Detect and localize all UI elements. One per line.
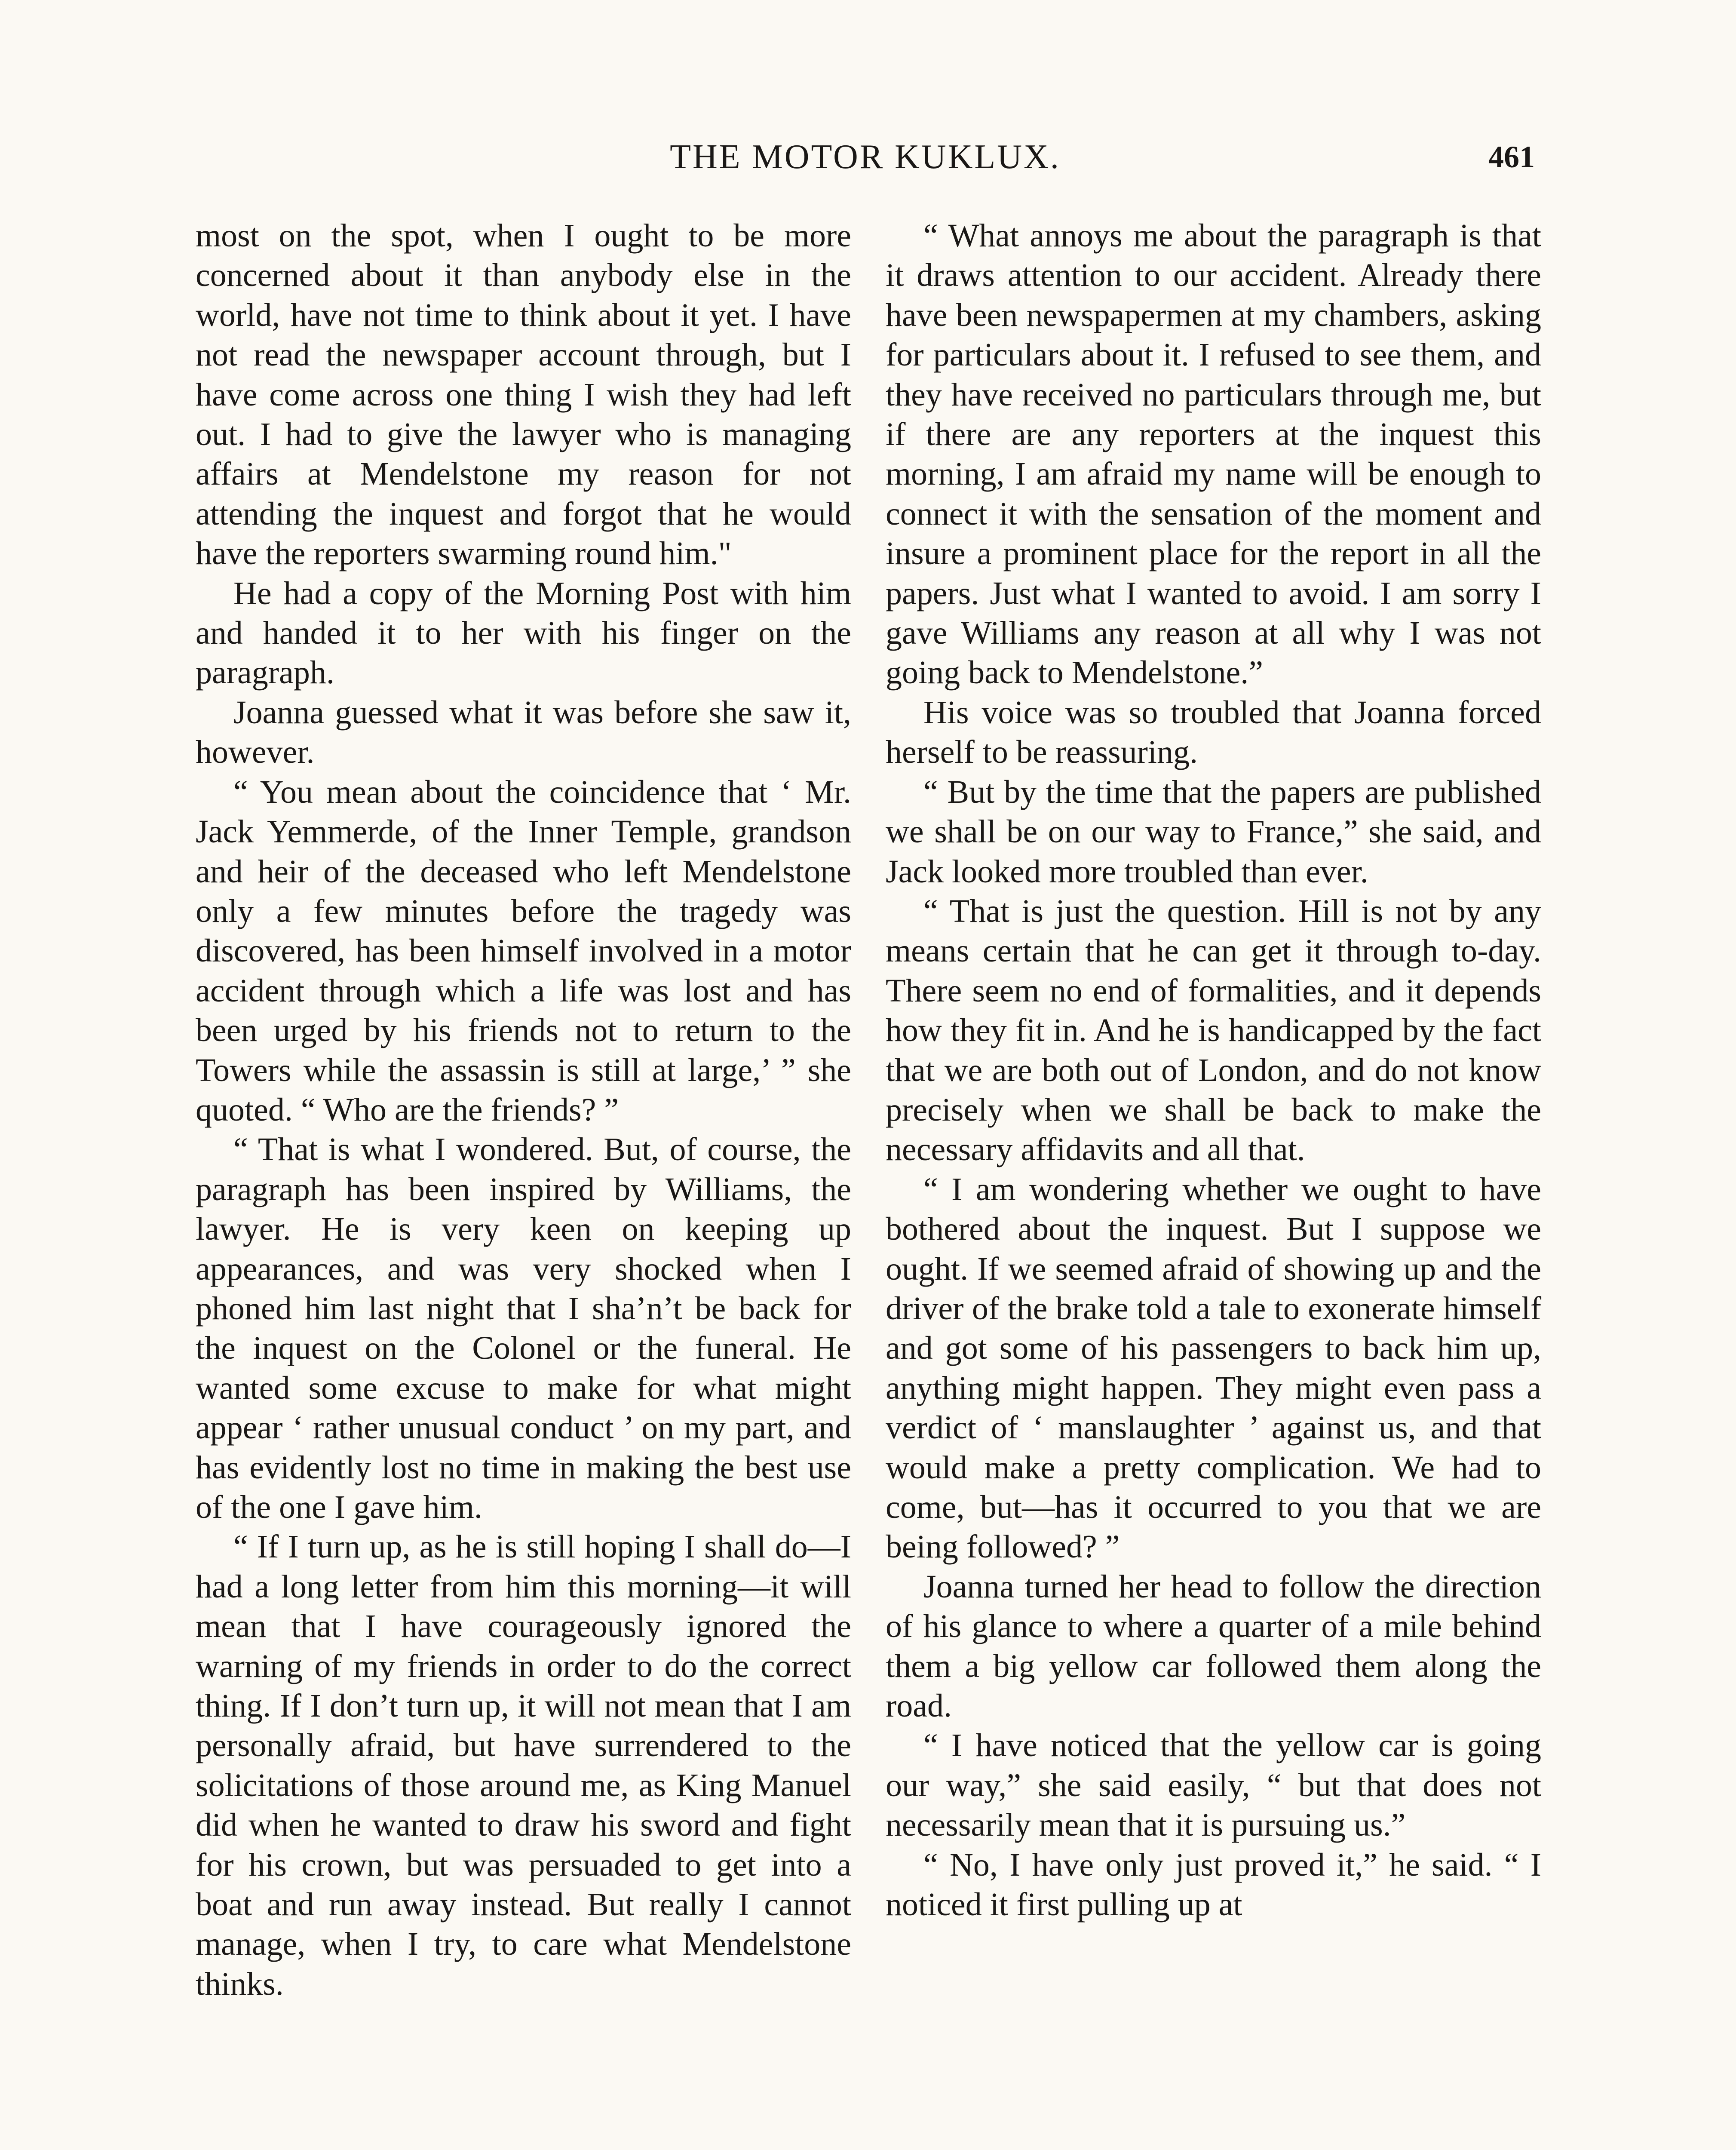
running-title: THE MOTOR KUKLUX. bbox=[670, 138, 1061, 176]
page-number: 461 bbox=[1488, 140, 1535, 174]
paragraph: “ You mean about the coincidence that ‘ Mr. Jack Yemmerde, of the Inner Temple, grandson and heir of the deceased who left Mendelstone only a few minutes before the tragedy was discovered, has been himself involved in a motor accident through which a life was lost and has been urged by his friends not to return to the Towers while the assassin is still at large,’ ” she quoted. “ Who are the friends? ” bbox=[196, 774, 851, 1128]
paragraph: “ What annoys me about the paragraph is that it draws attention to our accident. Already there have been newspapermen at my chambers, asking for particulars about it. I refused to see them, and they have received no particulars through me, but if there are any reporters at the inquest this morning, I am afraid my name will be enough to connect it with the sensation of the moment and insure a prominent place for the report in all the papers. Just what I wanted to avoid. I am sorry I gave Williams any reason at all why I was not going back to Mendelstone.” bbox=[886, 218, 1541, 691]
page-header bbox=[196, 129, 1535, 185]
paragraph: most on the spot, when I ought to be more concerned about it than anybody else in the world, have not time to think about it yet. I have not read the newspaper account through, but I have come across one thing I wish they had left out. I had to give the lawyer who is managing affairs at Mendelstone my reason for not attending the inquest and forgot that he would have the reporters swarming round him." bbox=[196, 218, 851, 572]
paragraph: His voice was so troubled that Joanna forced herself to be reassuring. bbox=[886, 694, 1541, 771]
paragraph: “ No, I have only just proved it,” he said. “ I noticed it first pulling up at bbox=[886, 1846, 1541, 1923]
right-column bbox=[886, 216, 1541, 1924]
paragraph: “ But by the time that the papers are published we shall be on our way to France,” she said, and Jack looked more troubled than ever. bbox=[886, 774, 1541, 890]
paragraph: “ That is just the question. Hill is not by any means certain that he can get it through to-day. There seem no end of formalities, and it depends how they fit in. And he is handicapped by the fact that we are both out of London, and do not know precisely when we shall be back to make the necessary affidavits and all that. bbox=[886, 893, 1541, 1168]
paragraph: “ I have noticed that the yellow car is going our way,” she said easily, “ but that does not necessarily mean that it is pursuing us.” bbox=[886, 1727, 1541, 1843]
paragraph: “ I am wondering whether we ought to have bothered about the inquest. But I suppose we ought. If we seemed afraid of showing up and the driver of the brake told a tale to exonerate himself and got some of his passengers to back him up, anything might happen. They might even pass a verdict of ‘ manslaughter ’ against us, and that would make a pretty complication. We had to come, but—has it occurred to you that we are being followed? ” bbox=[886, 1171, 1541, 1565]
paragraph: Joanna turned her head to follow the direction of his glance to where a quarter of a mile behind them a big yellow car followed them along the road. bbox=[886, 1568, 1541, 1724]
paragraph: “ If I turn up, as he is still hoping I shall do—I had a long letter from him this morning—it will mean that I have courageously ignored the warning of my friends in order to do the correct thing. If I don’t turn up, it will not mean that I am personally afraid, but have surrendered to the solicitations of those around me, as King Manuel did when he wanted to draw his sword and fight for his crown, but was persuaded to get into a boat and run away instead. But really I cannot manage, when I try, to care what Mendelstone thinks. bbox=[196, 1529, 851, 2002]
left-column bbox=[196, 216, 851, 2004]
paragraph: He had a copy of the Morning Post with him and handed it to her with his finger on the paragraph. bbox=[196, 575, 851, 691]
paragraph: Joanna guessed what it was before she saw it, however. bbox=[196, 694, 851, 771]
paragraph: “ That is what I wondered. But, of course, the paragraph has been inspired by Williams, the lawyer. He is very keen on keeping up appearances, and was very shocked when I phoned him last night that I sha’n’t be back for the inquest on the Colonel or the funeral. He wanted some excuse to make for what might appear ‘ rather unusual conduct ’ on my part, and has evidently lost no time in making the best use of the one I gave him. bbox=[196, 1131, 851, 1525]
